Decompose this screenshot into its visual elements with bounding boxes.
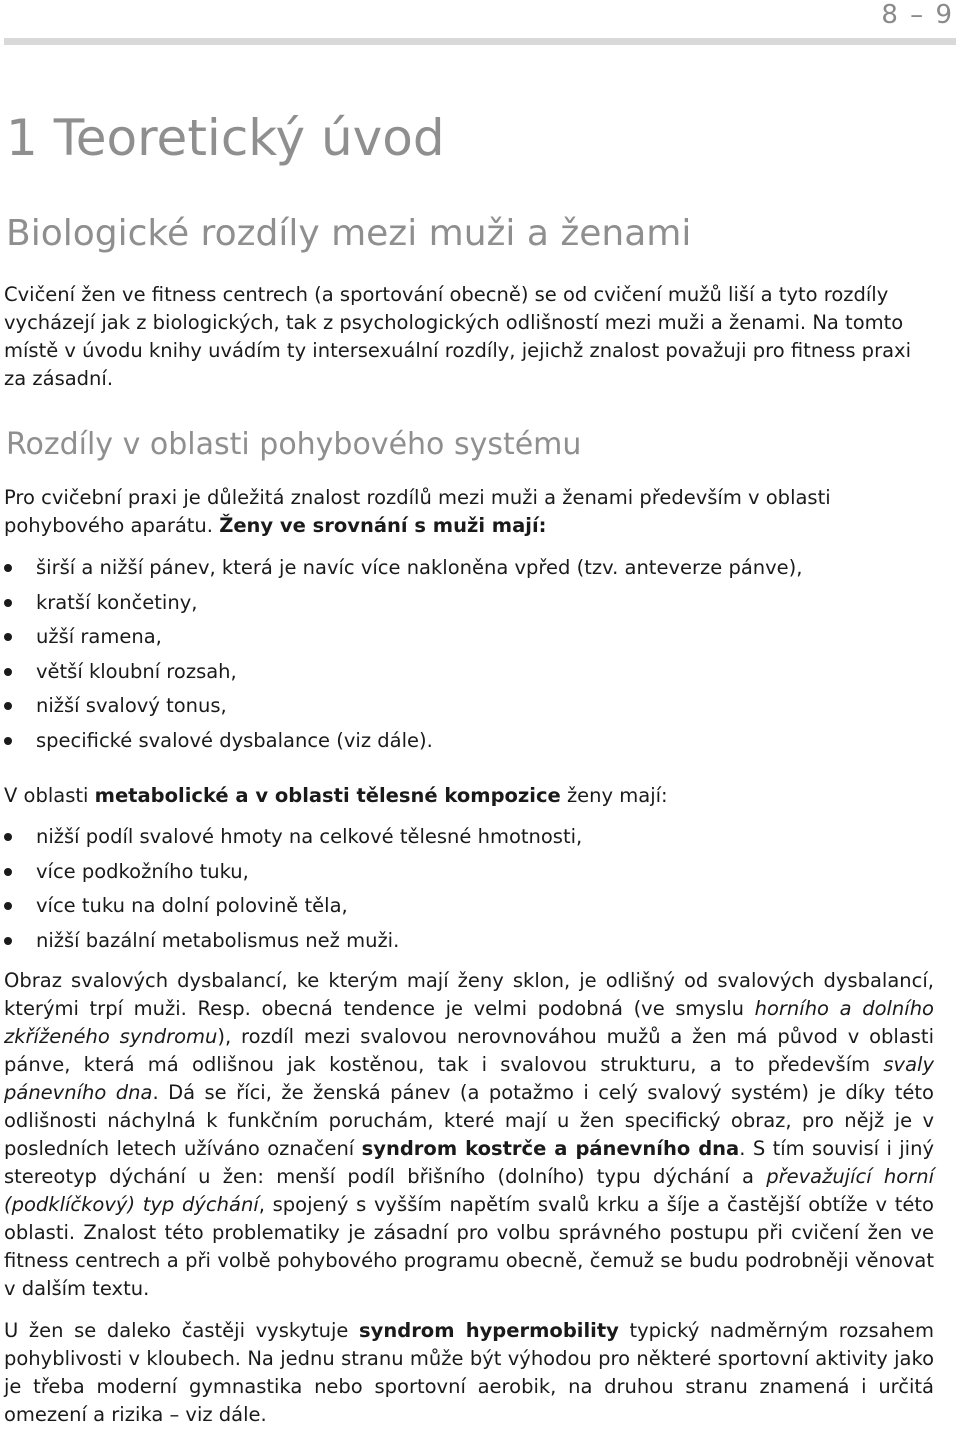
list-item: širší a nižší pánev, která je navíc více nakloněna vpřed (tzv. anteverze pánve), <box>0 551 940 586</box>
bullet-icon <box>4 702 12 710</box>
bold-phrase: syndrom hypermobility <box>359 1319 619 1342</box>
list-item: nižší svalový tonus, <box>0 689 940 724</box>
page-number: 8 – 9 <box>881 0 954 30</box>
list-item: užší ramena, <box>0 620 940 655</box>
bold-phrase: Ženy ve srovnání s muži mají: <box>219 514 547 537</box>
movement-system-paragraph <box>4 484 934 540</box>
bullet-icon <box>4 599 12 607</box>
bullet-icon <box>4 564 12 572</box>
subsection-title: Rozdíly v oblasti pohybového systému <box>6 427 582 462</box>
bold-phrase: syndrom kostrče a pánevního dna <box>361 1137 740 1160</box>
bullet-icon <box>4 833 12 841</box>
bullet-icon <box>4 868 12 876</box>
bullet-icon <box>4 937 12 945</box>
bullet-icon <box>4 902 12 910</box>
italic-phrase: převažující horní (podklíčkový) typ dýchání <box>4 1165 935 1216</box>
intro-paragraph: Cvičení žen ve fitness centrech (a sportování obecně) se od cvičení mužů liší a tyto rozdíly vycházejí jak z biologických, tak z psychologických odlišností mezi muži a ženami. Na tomto místě v úvodu knihy uvádím ty intersexuální rozdíly, jejichž znalost považuji pro fitness praxi za zásadní. <box>4 283 911 390</box>
header-rule <box>4 38 956 45</box>
italic-phrase: horního a dolního zkříženého syndromu <box>4 997 934 1048</box>
list-item: více tuku na dolní polovině těla, <box>0 889 940 924</box>
metabolic-differences-list <box>0 820 940 958</box>
bold-phrase: metabolické a v oblasti tělesné kompozice <box>94 784 561 807</box>
bullet-icon <box>4 737 12 745</box>
bullet-icon <box>4 668 12 676</box>
paragraph-text: Pro cvičební praxi je důležitá znalost rozdílů mezi muži a ženami především v oblasti pohybového aparátu. <box>4 486 831 537</box>
list-item: větší kloubní rozsah, <box>0 655 940 690</box>
list-item: nižší bazální metabolismus než muži. <box>0 924 940 959</box>
chapter-title: 1 Teoretický úvod <box>6 109 445 167</box>
movement-differences-list <box>0 551 940 759</box>
bullet-icon <box>4 633 12 641</box>
hypermobility-paragraph: U žen se daleko častěji vyskytuje syndrom hypermobility typický nadměrným rozsahem pohyblivosti v kloubech. Na jednu stranu může být výhodou pro některé sportovní aktivity jako je třeba moderní gymnastika nebo sportovní aerobik, na druhou stranu znamená i určitá omezení a rizika – viz dále. <box>4 1319 934 1426</box>
list-item: více podkožního tuku, <box>0 855 940 890</box>
list-item: kratší končetiny, <box>0 586 940 621</box>
list-item: nižší podíl svalové hmoty na celkové tělesné hmotnosti, <box>0 820 940 855</box>
section-title: Biologické rozdíly mezi muži a ženami <box>6 213 692 254</box>
metabolic-paragraph: V oblasti metabolické a v oblasti tělesné kompozice ženy mají: <box>4 784 668 807</box>
list-item: specifické svalové dysbalance (viz dále). <box>0 724 940 759</box>
italic-phrase: svaly pánevního dna <box>4 1053 934 1104</box>
dysbalance-paragraph: Obraz svalových dysbalancí, ke kterým mají ženy sklon, je odlišný od svalových dysbalancí, kterými trpí muži. Resp. obecná tendence je velmi podobná (ve smyslu horního a dolního zkříženého syndromu), rozdíl mezi svalovou nerovnováhou mužů a žen má původ v oblasti pánve, která má odlišnou jak kostěnou, tak i svalovou strukturu, a to především svaly pánevního dna. Dá se říci, že ženská pánev (a potažmo i celý svalový systém) je díky této odlišnosti náchylná k funkčním poruchám, které mají u žen specifický obraz, pro nějž je v posledních letech užíváno označení syndrom kostrče a pánevního dna. S tím souvisí i jiný stereotyp dýchání u žen: menší podíl břišního (dolního) typu dýchání a převažující horní (podklíčkový) typ dýchání, spojený s vyšším napětím svalů krku a šíje a častější obtíže v této oblasti. Znalost této problematiky je zásadní pro volbu správného postupu při cvičení žen ve fitness centrech a při volbě pohybového programu obecně, čemuž se budu podrobněji věnovat v dalším textu. <box>4 969 935 1300</box>
